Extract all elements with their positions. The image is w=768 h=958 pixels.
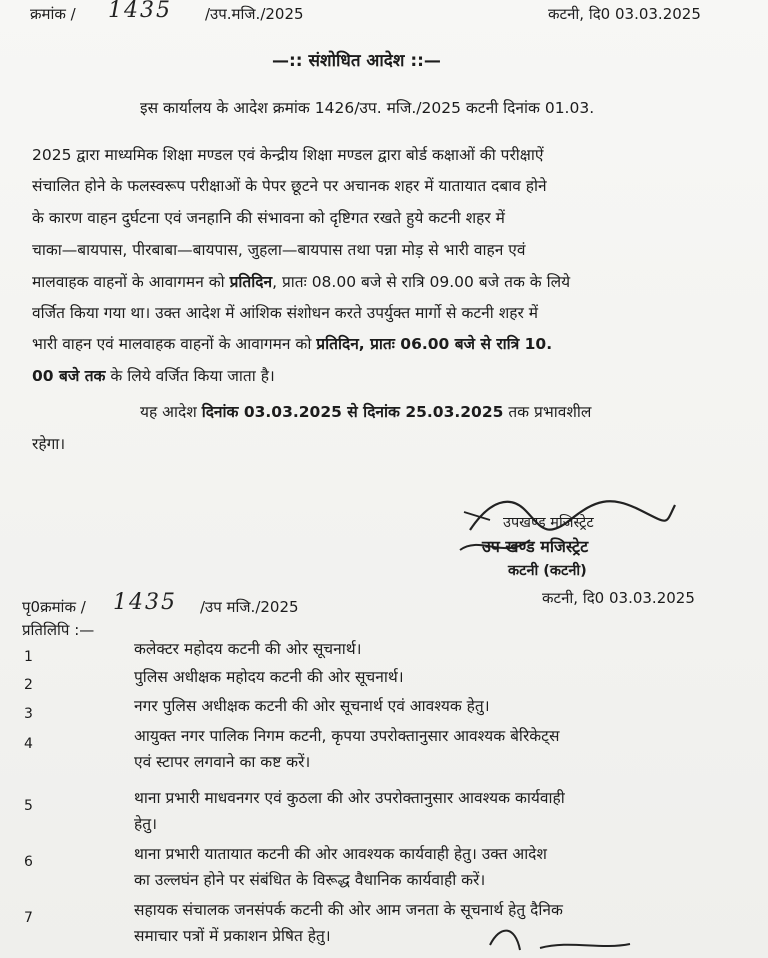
recipient-text: आयुक्त नगर पालिक निगम कटनी, कृपया उपरोक्तानुसार आवश्यक बेरिकेट्स xyxy=(134,727,560,745)
body-text-bold: दिनांक 03.03.2025 से दिनांक 25.03.2025 xyxy=(201,403,504,421)
body-text: चाका—बायपास, पीरबाबा—बायपास, जुहला—बायपास तथा पन्ना मोड़ से भारी वाहन एवं xyxy=(32,241,526,259)
recipient-text: थाना प्रभारी माधवनगर एवं कुठला की ओर उपरोक्तानुसार आवश्यक कार्यवाही xyxy=(134,789,565,807)
endorsement-ref-prefix: पृ0क्रमांक / xyxy=(22,598,86,616)
recipient-number: 2 xyxy=(24,677,33,693)
body-text: रहेगा। xyxy=(32,435,66,453)
body-line xyxy=(32,270,570,292)
body-line xyxy=(32,364,275,386)
body-line xyxy=(32,143,544,165)
body-line xyxy=(140,400,591,422)
body-text: इस कार्यालय के आदेश क्रमांक 1426/उप. मजि./2025 कटनी दिनांक 01.03. xyxy=(140,99,595,117)
body-text: 2025 द्वारा माध्यमिक शिक्षा मण्डल एवं केन्द्रीय शिक्षा मण्डल द्वारा बोर्ड कक्षाओं की परीक्षाऐं xyxy=(32,146,544,164)
body-text: , प्रातः 08.00 बजे से रात्रि 09.00 बजे तक के लिये xyxy=(272,273,571,291)
body-line xyxy=(32,332,552,354)
copy-label: प्रतिलिपि :— xyxy=(22,621,95,639)
recipient-text: हेतु। xyxy=(134,815,157,833)
signature-title-line2: उप खण्ड मजिस्ट्रेट xyxy=(482,537,589,556)
recipient-number: 1 xyxy=(24,649,33,665)
body-text: भारी वाहन एवं मालवाहक वाहनों के आवागमन को xyxy=(32,335,317,353)
body-text-bold: प्रतिदिन, प्रातः 06.00 बजे से रात्रि 10. xyxy=(316,335,553,353)
recipient-number: 6 xyxy=(24,854,33,870)
body-line xyxy=(140,96,594,118)
bottom-signature-scribble xyxy=(480,920,720,958)
body-text: संचालित होने के फलस्वरूप परीक्षाओं के पेपर छूटने पर अचानक शहर में यातायात दबाव होने xyxy=(32,177,547,195)
recipient-text: सहायक संचालक जनसंपर्क कटनी की ओर आम जनता के सूचनार्थ हेतु दैनिक xyxy=(134,901,563,919)
recipient-text: कलेक्टर महोदय कटनी की ओर सूचनार्थ। xyxy=(134,640,362,658)
page-title: —:: संशोधित आदेश ::— xyxy=(272,51,441,71)
body-text-bold: प्रतिदिन xyxy=(229,273,273,291)
recipient-text: नगर पुलिस अधीक्षक कटनी की ओर सूचनार्थ एवं आवश्यक हेतु। xyxy=(134,697,490,715)
recipient-text: एवं स्टापर लगवाने का कष्ट करें। xyxy=(134,753,311,771)
recipient-number: 7 xyxy=(24,910,33,926)
body-text: वर्जित किया गया था। उक्त आदेश में आंशिक संशोधन करते उपर्युक्त मार्गो से कटनी शहर में xyxy=(32,304,539,322)
body-line xyxy=(32,206,505,228)
body-text-bold: 00 बजे तक xyxy=(32,367,106,385)
recipient-number: 4 xyxy=(24,736,33,752)
body-text: तक प्रभावशील xyxy=(503,403,592,421)
body-line xyxy=(32,301,538,323)
ref-prefix: क्रमांक / xyxy=(30,5,76,23)
endorsement-ref-number-handwritten: 1435 xyxy=(113,590,177,615)
recipient-text: थाना प्रभारी यातायात कटनी की ओर आवश्यक कार्यवाही हेतु। उक्त आदेश xyxy=(134,845,547,863)
recipient-number: 3 xyxy=(24,706,33,722)
ref-suffix: /उप.मजि./2025 xyxy=(205,5,304,23)
endorsement-ref-suffix: /उप मजि./2025 xyxy=(200,598,299,616)
body-line xyxy=(32,432,65,454)
header-place-date: कटनी, दि0 03.03.2025 xyxy=(548,5,701,23)
signature-title-line1: उपखण्ड मजिस्ट्रेट xyxy=(503,515,594,531)
body-text: के लिये वर्जित किया जाता है। xyxy=(105,367,275,385)
body-text: के कारण वाहन दुर्घटना एवं जनहानि की संभावना को दृष्टिगत रखते हुये कटनी शहर में xyxy=(32,209,505,227)
recipient-number: 5 xyxy=(24,798,33,814)
recipient-text: समाचार पत्रों में प्रकाशन प्रेषित हेतु। xyxy=(134,927,331,945)
body-text: मालवाहक वाहनों के आवागमन को xyxy=(32,273,230,291)
endorsement-place-date: कटनी, दि0 03.03.2025 xyxy=(542,589,695,607)
body-text: यह आदेश xyxy=(140,403,202,421)
recipient-text: का उल्लघंन होने पर संबंधित के विरूद्ध वैधानिक कार्यवाही करें। xyxy=(134,871,486,889)
signature-title-line3: कटनी (कटनी) xyxy=(508,563,587,579)
ref-number-handwritten: 1435 xyxy=(108,0,172,23)
body-line xyxy=(32,238,525,260)
body-line xyxy=(32,174,547,196)
recipient-text: पुलिस अधीक्षक महोदय कटनी की ओर सूचनार्थ। xyxy=(134,668,404,686)
